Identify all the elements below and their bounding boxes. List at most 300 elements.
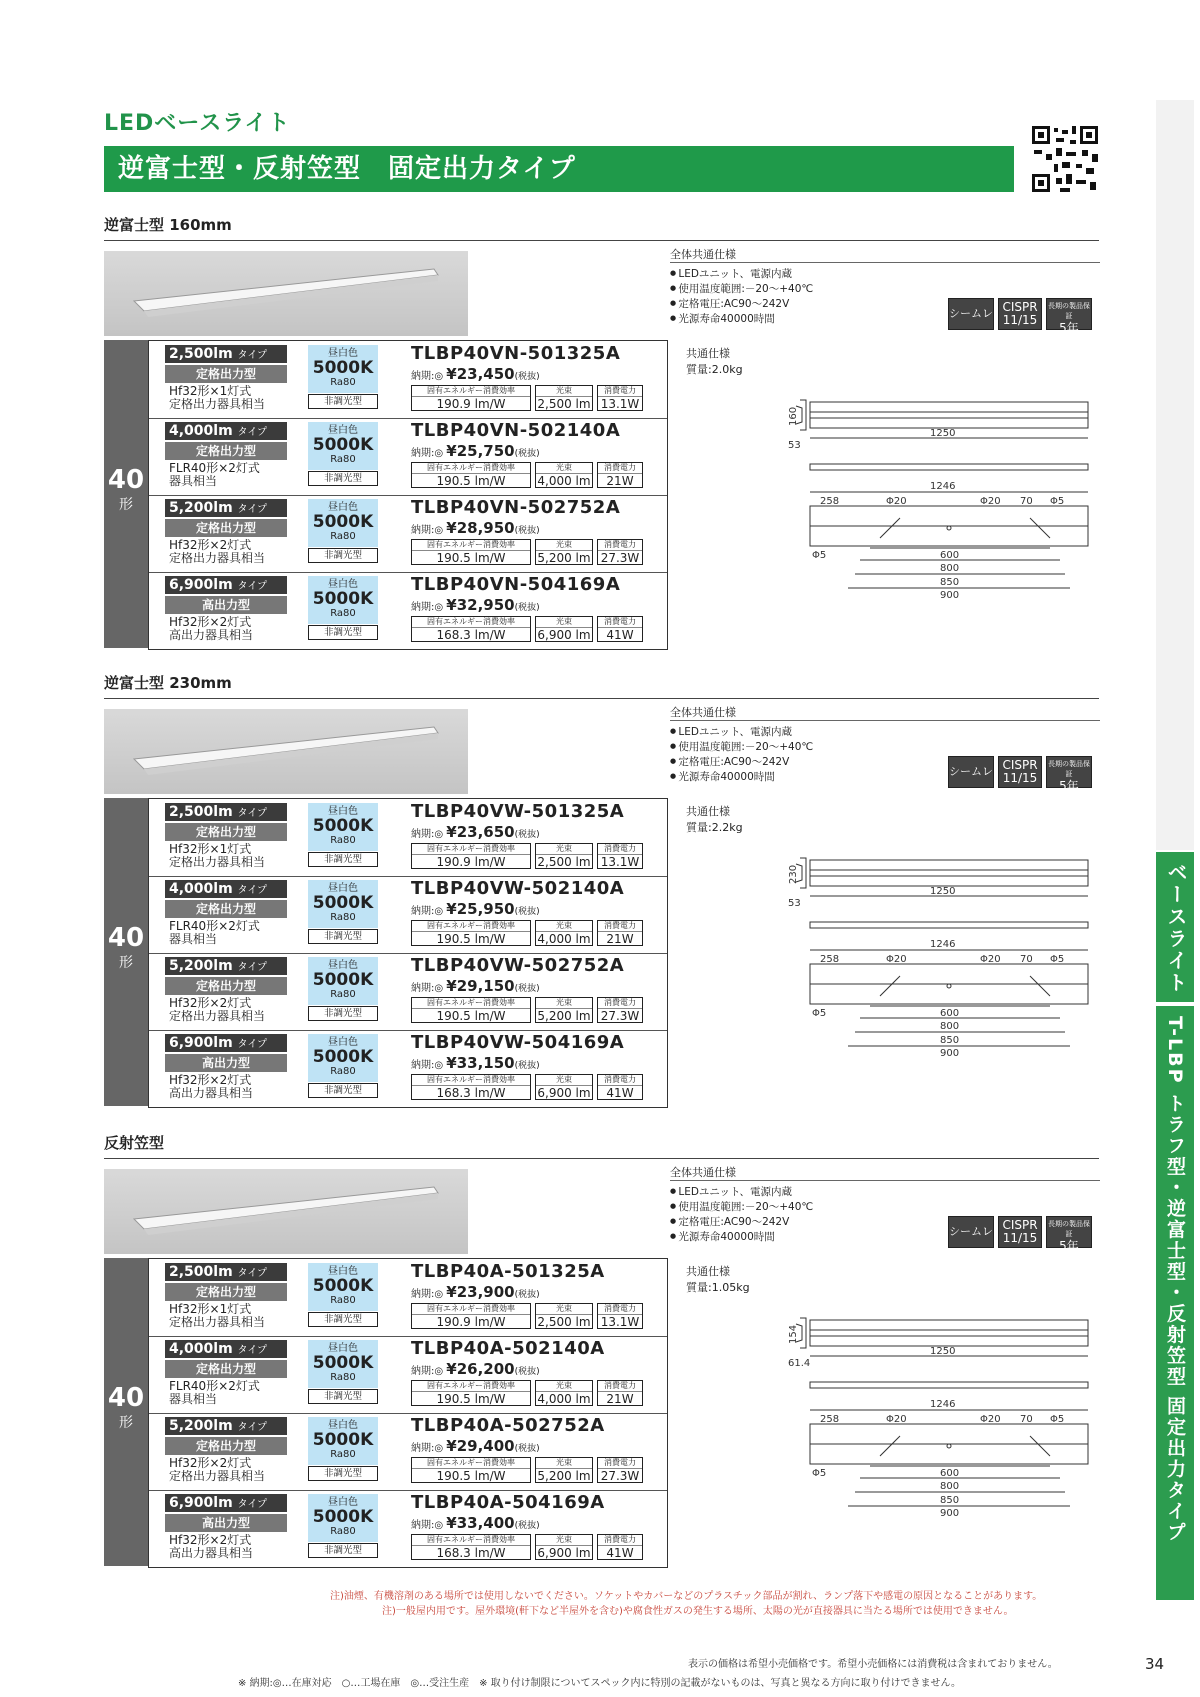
spec-item: ● 定格電圧:AC90～242V (670, 754, 813, 769)
equivalent-line-1: Hf32形×2灯式 (169, 1073, 252, 1087)
order-label: 納期:◎ (411, 1520, 444, 1531)
power-label: 消費電力 (598, 1381, 642, 1392)
efficiency-cell (411, 385, 531, 411)
price-value: ¥29,150 (446, 977, 515, 995)
product-row[interactable] (149, 495, 667, 573)
equivalent-line-1: FLR40形×2灯式 (169, 919, 260, 933)
warranty-badge: 長期の製品保証 5年 (1046, 756, 1092, 788)
model-number[interactable]: TLBP40A-504169A (411, 1492, 605, 1513)
color-name: 昼白色 (328, 1037, 358, 1048)
lumen-type (165, 880, 287, 898)
lumen-suffix: タイプ (237, 427, 268, 438)
order-label: 納期:◎ (411, 448, 444, 459)
power-cell (597, 1074, 643, 1100)
dimming-label: 非調光型 (308, 625, 378, 640)
efficiency-value: 190.5 lm/W (436, 551, 506, 565)
color-temp: 5000K (312, 512, 374, 532)
power-value: 27.3W (600, 1469, 640, 1483)
equivalent-line-2: 器具相当 (169, 1392, 218, 1406)
price (411, 823, 540, 841)
power-value: 27.3W (600, 1009, 640, 1023)
svg-text:1246: 1246 (930, 481, 956, 492)
color-box (308, 422, 378, 470)
order-label: 納期:◎ (411, 1443, 444, 1454)
color-temp: 5000K (312, 1047, 374, 1067)
cispr-badge: CISPR 11/15 (998, 298, 1042, 330)
efficiency-label: 固有エネルギー消費効率 (412, 386, 530, 397)
svg-text:258: 258 (820, 954, 840, 965)
seamless-badge: シームレス (948, 298, 994, 330)
color-temp: 5000K (312, 435, 374, 455)
equivalent (169, 1457, 265, 1483)
flux-cell (535, 616, 593, 642)
flux-value: 6,900 lm (537, 628, 591, 642)
efficiency-cell (411, 1074, 531, 1100)
color-temp: 5000K (312, 893, 374, 913)
price (411, 519, 540, 537)
equivalent-line-1: Hf32形×1灯式 (169, 1302, 252, 1316)
svg-text:800: 800 (940, 1481, 960, 1492)
price (411, 1283, 540, 1301)
order-label: 納期:◎ (411, 1060, 444, 1071)
order-label: 納期:◎ (411, 983, 444, 994)
svg-text:Φ5: Φ5 (812, 550, 827, 561)
output-type: 定格出力型 (165, 365, 287, 383)
product-row[interactable] (149, 1336, 667, 1414)
section-rule (104, 698, 1099, 699)
warranty-badge: 長期の製品保証 5年 (1046, 1216, 1092, 1248)
equivalent-line-1: Hf32形×2灯式 (169, 1533, 252, 1547)
flux-cell (535, 920, 593, 946)
efficiency-cell (411, 539, 531, 565)
flux-cell (535, 843, 593, 869)
svg-text:61.4: 61.4 (788, 1358, 811, 1369)
svg-text:1250: 1250 (930, 1346, 956, 1357)
model-number[interactable]: TLBP40VW-504169A (411, 1032, 625, 1053)
efficiency-value: 190.9 lm/W (436, 1315, 506, 1329)
lumen-suffix: タイプ (237, 1345, 268, 1356)
color-ra: Ra80 (330, 1526, 356, 1537)
power-label: 消費電力 (598, 463, 642, 474)
svg-text:Φ5: Φ5 (1050, 496, 1065, 507)
product-row[interactable] (149, 876, 667, 954)
spec-rule (670, 1180, 1100, 1181)
tax-label: (税抜) (514, 603, 540, 613)
lumen-suffix: タイプ (237, 962, 268, 973)
color-box (308, 880, 378, 928)
page-banner: 逆富士型・反射笠型 固定出力タイプ (104, 146, 1014, 192)
power-value: 41W (606, 1086, 634, 1100)
output-type: 定格出力型 (165, 1437, 287, 1455)
model-number[interactable]: TLBP40VW-502140A (411, 878, 625, 899)
flux-label: 光束 (536, 463, 592, 474)
flux-label: 光束 (536, 921, 592, 932)
color-ra: Ra80 (330, 454, 356, 465)
lumen-suffix: タイプ (237, 1499, 268, 1510)
lumen-type (165, 1417, 287, 1435)
dimming-label: 非調光型 (308, 1006, 378, 1021)
flux-value: 5,200 lm (537, 551, 591, 565)
svg-text:Φ20: Φ20 (980, 954, 1001, 965)
efficiency-value: 190.5 lm/W (436, 474, 506, 488)
product-photo (104, 251, 468, 336)
common-spec: 共通仕様 質量:1.05kg (686, 1265, 750, 1294)
lumen-type (165, 1340, 287, 1358)
efficiency-label: 固有エネルギー消費効率 (412, 1535, 530, 1546)
price-value: ¥25,750 (446, 442, 515, 460)
common-spec: 共通仕様 質量:2.2kg (686, 805, 743, 834)
tax-label: (税抜) (514, 984, 540, 994)
svg-text:Φ5: Φ5 (1050, 954, 1065, 965)
qr-code-icon[interactable] (1030, 124, 1100, 194)
product-row[interactable] (149, 799, 667, 877)
efficiency-label: 固有エネルギー消費効率 (412, 463, 530, 474)
efficiency-cell (411, 997, 531, 1023)
tax-label: (税抜) (514, 1290, 540, 1300)
flux-value: 5,200 lm (537, 1009, 591, 1023)
product-row[interactable] (149, 1259, 667, 1337)
svg-text:70: 70 (1020, 1414, 1033, 1425)
order-label: 納期:◎ (411, 829, 444, 840)
flux-label: 光束 (536, 1535, 592, 1546)
power-label: 消費電力 (598, 1304, 642, 1315)
cispr-badge: CISPR 11/15 (998, 1216, 1042, 1248)
flux-cell (535, 539, 593, 565)
lumen-value: 2,500lm (169, 346, 233, 362)
product-row[interactable] (149, 953, 667, 1031)
color-ra: Ra80 (330, 989, 356, 1000)
color-box (308, 1417, 378, 1465)
svg-text:53: 53 (788, 440, 801, 451)
color-temp: 5000K (312, 1430, 374, 1450)
power-cell (597, 843, 643, 869)
svg-text:53: 53 (788, 898, 801, 909)
color-box (308, 803, 378, 851)
power-value: 27.3W (600, 551, 640, 565)
svg-text:154: 154 (788, 1324, 799, 1344)
svg-text:800: 800 (940, 563, 960, 574)
lumen-type (165, 1034, 287, 1052)
color-ra: Ra80 (330, 531, 356, 542)
equivalent-line-2: 器具相当 (169, 474, 218, 488)
efficiency-cell (411, 1534, 531, 1560)
lumen-suffix: タイプ (237, 1268, 268, 1279)
equivalent (169, 539, 265, 565)
product-table (148, 1258, 668, 1568)
output-type: 定格出力型 (165, 977, 287, 995)
power-value: 41W (606, 628, 634, 642)
model-number[interactable]: TLBP40A-502752A (411, 1415, 605, 1436)
product-row[interactable] (149, 418, 667, 496)
seamless-badge: シームレス (948, 756, 994, 788)
output-type: 定格出力型 (165, 823, 287, 841)
common-spec: 共通仕様 質量:2.0kg (686, 347, 743, 376)
svg-text:900: 900 (940, 1508, 960, 1519)
svg-text:160: 160 (788, 406, 799, 426)
flux-label: 光束 (536, 998, 592, 1009)
equivalent-line-2: 高出力器具相当 (169, 628, 254, 642)
lumen-suffix: タイプ (237, 504, 268, 515)
lumen-value: 6,900lm (169, 1035, 233, 1051)
svg-text:850: 850 (940, 1035, 960, 1046)
dimension-drawing (740, 846, 1100, 1106)
power-cell (597, 616, 643, 642)
page-number: 34 (1145, 1655, 1165, 1673)
flux-cell (535, 1534, 593, 1560)
lumen-suffix: タイプ (237, 1039, 268, 1050)
efficiency-cell (411, 462, 531, 488)
order-label: 納期:◎ (411, 1289, 444, 1300)
price-value: ¥23,450 (446, 365, 515, 383)
category-title: LEDベースライト (104, 111, 291, 136)
lumen-value: 6,900lm (169, 577, 233, 593)
efficiency-cell (411, 920, 531, 946)
note-caution-2: 注)一般屋内用です。屋外環境(軒下など半屋外を含む)や腐食性ガスの発生する場所、太陽の光が直接器具に当たる場所では使用できません。 (382, 1606, 1014, 1617)
efficiency-cell (411, 1457, 531, 1483)
efficiency-label: 固有エネルギー消費効率 (412, 998, 530, 1009)
spec-item: ● LEDユニット、電源内蔵 (670, 1184, 813, 1199)
color-box (308, 499, 378, 547)
product-row[interactable] (149, 1490, 667, 1567)
equivalent-line-1: Hf32形×2灯式 (169, 538, 252, 552)
spec-item: ● 光源寿命40000時間 (670, 1229, 813, 1244)
flux-value: 5,200 lm (537, 1469, 591, 1483)
product-photo (104, 1169, 468, 1254)
flux-value: 2,500 lm (537, 397, 591, 411)
efficiency-value: 190.5 lm/W (436, 1392, 506, 1406)
svg-text:600: 600 (940, 1008, 960, 1019)
model-number[interactable]: TLBP40VW-501325A (411, 801, 625, 822)
efficiency-value: 168.3 lm/W (436, 1086, 506, 1100)
power-value: 13.1W (600, 397, 640, 411)
svg-text:Φ5: Φ5 (812, 1008, 827, 1019)
product-row[interactable] (149, 1030, 667, 1107)
output-type: 定格出力型 (165, 900, 287, 918)
color-box (308, 1034, 378, 1082)
color-ra: Ra80 (330, 1295, 356, 1306)
efficiency-value: 190.9 lm/W (436, 855, 506, 869)
efficiency-label: 固有エネルギー消費効率 (412, 617, 530, 628)
model-number[interactable]: TLBP40VW-502752A (411, 955, 625, 976)
dimming-label: 非調光型 (308, 1389, 378, 1404)
order-label: 納期:◎ (411, 1366, 444, 1377)
tax-label: (税抜) (514, 1367, 540, 1377)
equivalent-line-1: Hf32形×2灯式 (169, 996, 252, 1010)
color-ra: Ra80 (330, 1449, 356, 1460)
power-label: 消費電力 (598, 1535, 642, 1546)
price-value: ¥28,950 (446, 519, 515, 537)
power-value: 21W (606, 1392, 634, 1406)
color-name: 昼白色 (328, 1497, 358, 1508)
price-value: ¥29,400 (446, 1437, 515, 1455)
equivalent (169, 843, 265, 869)
power-cell (597, 920, 643, 946)
svg-text:800: 800 (940, 1021, 960, 1032)
price-note: 表示の価格は希望小売価格です。希望小売価格には消費税は含まれておりません。 (688, 1659, 1058, 1670)
color-temp: 5000K (312, 358, 374, 378)
efficiency-label: 固有エネルギー消費効率 (412, 1381, 530, 1392)
lumen-value: 5,200lm (169, 958, 233, 974)
lumen-suffix: タイプ (237, 581, 268, 592)
output-type: 高出力型 (165, 1514, 287, 1532)
power-label: 消費電力 (598, 921, 642, 932)
flux-label: 光束 (536, 1304, 592, 1315)
flux-cell (535, 462, 593, 488)
price-value: ¥32,950 (446, 596, 515, 614)
side-tab-series[interactable]: T-LBP トラフ型・逆富士型・反射笠型 固定出力タイプ (1156, 1006, 1194, 1600)
power-cell (597, 1380, 643, 1406)
flux-label: 光束 (536, 1381, 592, 1392)
lumen-type (165, 1494, 287, 1512)
color-name: 昼白色 (328, 1343, 358, 1354)
spec-item: ● 使用温度範囲:－20～+40℃ (670, 1199, 813, 1214)
color-box (308, 345, 378, 393)
size-column: 40 形 (104, 798, 148, 1106)
spec-list (670, 1184, 813, 1244)
equivalent (169, 1534, 253, 1560)
lumen-suffix: タイプ (237, 1422, 268, 1433)
equivalent (169, 1380, 260, 1406)
lumen-type (165, 803, 287, 821)
spec-title: 全体共通仕様 (670, 248, 736, 261)
price-value: ¥33,150 (446, 1054, 515, 1072)
dimming-label: 非調光型 (308, 548, 378, 563)
power-cell (597, 462, 643, 488)
product-row[interactable] (149, 1413, 667, 1491)
output-type: 定格出力型 (165, 519, 287, 537)
power-label: 消費電力 (598, 1075, 642, 1086)
product-row[interactable] (149, 572, 667, 649)
spec-item: ● 使用温度範囲:－20～+40℃ (670, 739, 813, 754)
efficiency-cell (411, 1303, 531, 1329)
efficiency-value: 168.3 lm/W (436, 628, 506, 642)
equivalent-line-2: 高出力器具相当 (169, 1546, 254, 1560)
power-label: 消費電力 (598, 386, 642, 397)
model-number[interactable]: TLBP40VN-501325A (411, 343, 621, 364)
color-ra: Ra80 (330, 377, 356, 388)
efficiency-label: 固有エネルギー消費効率 (412, 921, 530, 932)
price (411, 365, 540, 383)
lumen-value: 6,900lm (169, 1495, 233, 1511)
lumen-value: 2,500lm (169, 1264, 233, 1280)
equivalent-line-1: Hf32形×2灯式 (169, 615, 252, 629)
svg-text:1246: 1246 (930, 939, 956, 950)
color-temp: 5000K (312, 816, 374, 836)
color-name: 昼白色 (328, 579, 358, 590)
lumen-value: 4,000lm (169, 423, 233, 439)
section-title: 反射笠型 (104, 1134, 165, 1152)
svg-text:230: 230 (788, 864, 799, 884)
power-cell (597, 997, 643, 1023)
output-type: 定格出力型 (165, 1283, 287, 1301)
price (411, 596, 540, 614)
equivalent-line-2: 高出力器具相当 (169, 1086, 254, 1100)
price-value: ¥26,200 (446, 1360, 515, 1378)
cispr-badge: CISPR 11/15 (998, 756, 1042, 788)
price (411, 1360, 540, 1378)
section-rule (104, 240, 1099, 241)
tax-label: (税抜) (514, 372, 540, 382)
equivalent-line-2: 定格出力器具相当 (169, 397, 266, 411)
power-value: 13.1W (600, 1315, 640, 1329)
spec-title: 全体共通仕様 (670, 1166, 736, 1179)
flux-cell (535, 997, 593, 1023)
svg-text:600: 600 (940, 1468, 960, 1479)
efficiency-cell (411, 1380, 531, 1406)
model-number[interactable]: TLBP40VN-504169A (411, 574, 621, 595)
power-label: 消費電力 (598, 998, 642, 1009)
efficiency-value: 190.9 lm/W (436, 397, 506, 411)
efficiency-cell (411, 843, 531, 869)
lumen-type (165, 345, 287, 363)
equivalent-line-2: 定格出力器具相当 (169, 1009, 266, 1023)
lumen-type (165, 499, 287, 517)
price-value: ¥25,950 (446, 900, 515, 918)
flux-value: 6,900 lm (537, 1086, 591, 1100)
order-label: 納期:◎ (411, 525, 444, 536)
side-tab-baselight[interactable]: ベースライト (1156, 852, 1194, 1002)
dimming-label: 非調光型 (308, 1543, 378, 1558)
tax-label: (税抜) (514, 449, 540, 459)
color-name: 昼白色 (328, 883, 358, 894)
power-cell (597, 1303, 643, 1329)
color-box (308, 576, 378, 624)
model-number[interactable]: TLBP40VN-502140A (411, 420, 621, 441)
color-name: 昼白色 (328, 425, 358, 436)
power-value: 21W (606, 932, 634, 946)
model-number[interactable]: TLBP40A-501325A (411, 1261, 605, 1282)
spec-title: 全体共通仕様 (670, 706, 736, 719)
color-box (308, 957, 378, 1005)
lumen-suffix: タイプ (237, 350, 268, 361)
price (411, 900, 540, 918)
flux-cell (535, 1380, 593, 1406)
power-label: 消費電力 (598, 540, 642, 551)
power-label: 消費電力 (598, 844, 642, 855)
equivalent (169, 385, 265, 411)
lumen-type (165, 422, 287, 440)
svg-text:258: 258 (820, 496, 840, 507)
color-box (308, 1340, 378, 1388)
color-temp: 5000K (312, 1276, 374, 1296)
lumen-value: 2,500lm (169, 804, 233, 820)
flux-label: 光束 (536, 1075, 592, 1086)
equivalent-line-1: Hf32形×2灯式 (169, 1456, 252, 1470)
model-number[interactable]: TLBP40A-502140A (411, 1338, 605, 1359)
lumen-value: 4,000lm (169, 1341, 233, 1357)
spec-rule (670, 720, 1100, 721)
power-cell (597, 385, 643, 411)
price (411, 1437, 540, 1455)
spec-list (670, 724, 813, 784)
color-temp: 5000K (312, 1353, 374, 1373)
flux-value: 2,500 lm (537, 1315, 591, 1329)
output-type: 定格出力型 (165, 1360, 287, 1378)
flux-value: 6,900 lm (537, 1546, 591, 1560)
color-temp: 5000K (312, 970, 374, 990)
tax-label: (税抜) (514, 830, 540, 840)
order-label: 納期:◎ (411, 602, 444, 613)
svg-text:70: 70 (1020, 496, 1033, 507)
color-box (308, 1263, 378, 1311)
product-row[interactable] (149, 341, 667, 419)
spec-item: ● LEDユニット、電源内蔵 (670, 724, 813, 739)
lumen-type (165, 1263, 287, 1281)
model-number[interactable]: TLBP40VN-502752A (411, 497, 621, 518)
efficiency-value: 168.3 lm/W (436, 1546, 506, 1560)
color-temp: 5000K (312, 1507, 374, 1527)
power-label: 消費電力 (598, 617, 642, 628)
